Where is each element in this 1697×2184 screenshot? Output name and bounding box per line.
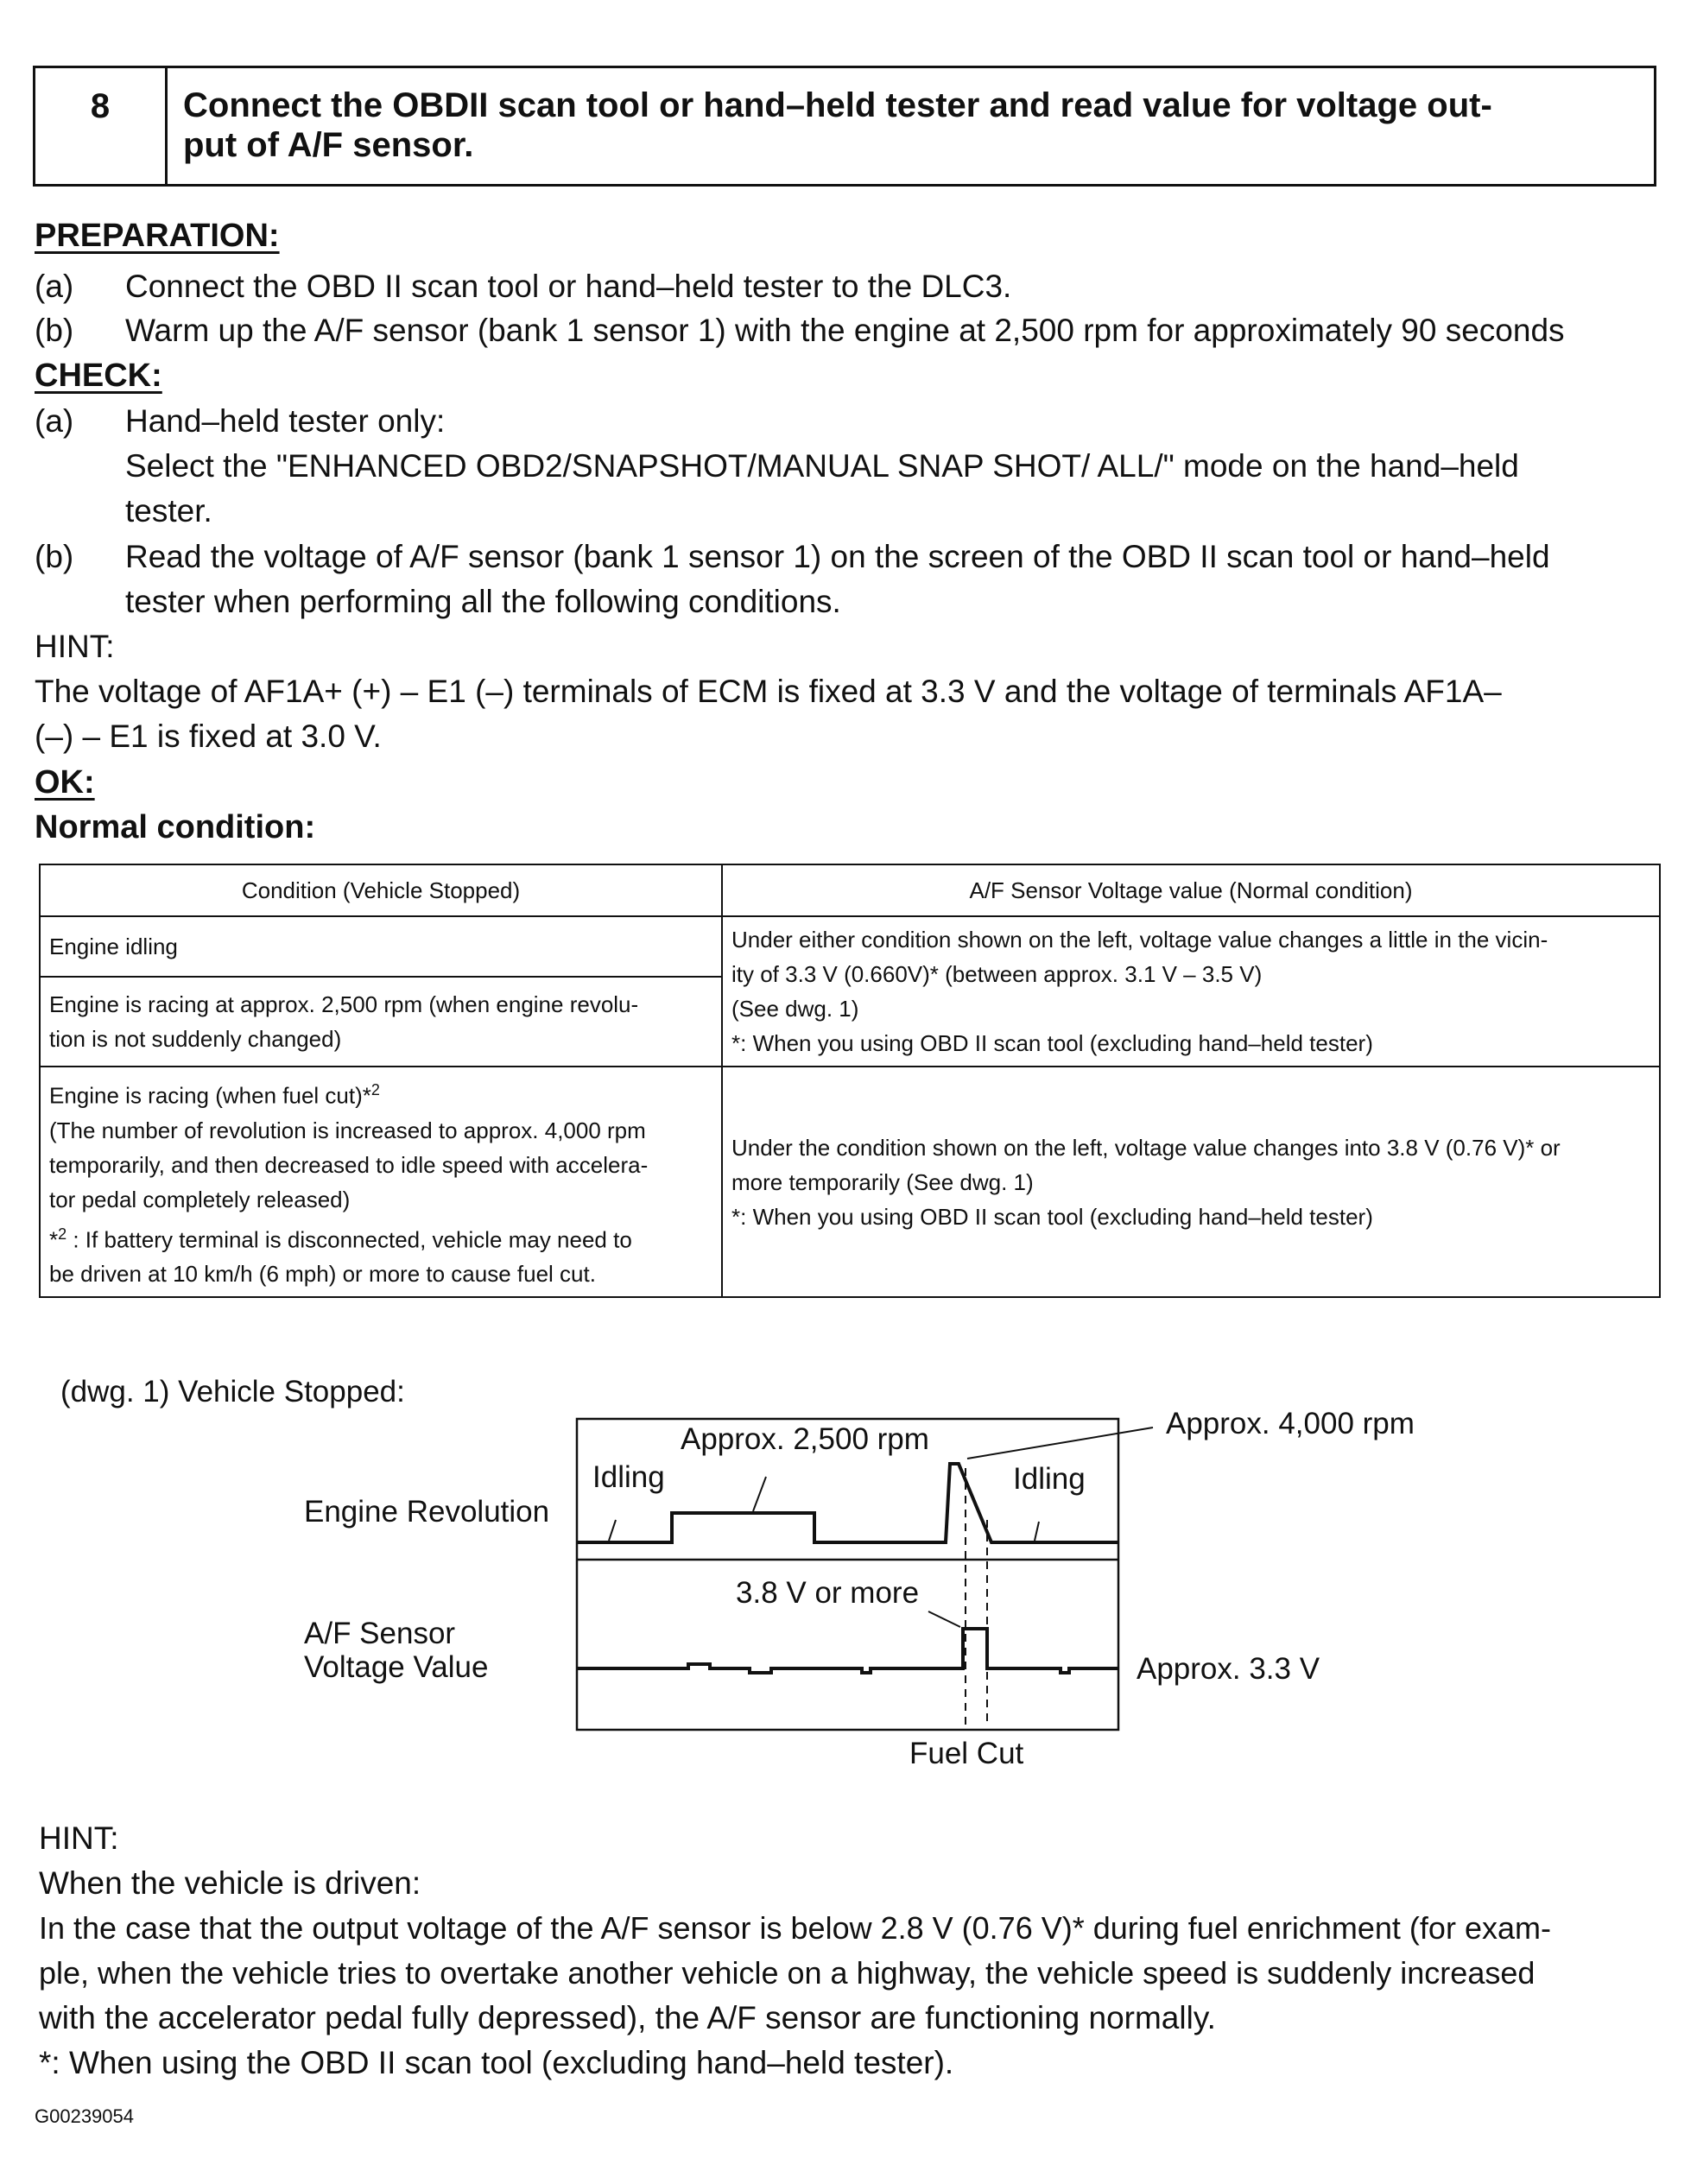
rows12-voltage-line4: *: When you using OBD II scan tool (excluding hand–held tester)	[731, 1030, 1373, 1056]
prep-a-text: Connect the OBD II scan tool or hand–held tester to the DLC3.	[125, 269, 1012, 304]
step-number: 8	[35, 68, 168, 184]
idling-right-leader	[1035, 1522, 1039, 1541]
v38-leader	[928, 1611, 960, 1627]
row3-condition	[40, 1067, 722, 1297]
label-engine-revolution: Engine Revolution	[304, 1495, 550, 1529]
approx-2500-leader	[753, 1477, 766, 1511]
label-af-sensor-2: Voltage Value	[304, 1650, 489, 1684]
prep-b-text: Warm up the A/F sensor (bank 1 sensor 1) with the engine at 2,500 rpm for approximately 90 seconds	[125, 313, 1565, 348]
row3-condition-line3: temporarily, and then decreased to idle speed with accelera-	[49, 1151, 649, 1178]
label-idling-left: Idling	[592, 1460, 665, 1494]
row2-condition	[40, 977, 722, 1067]
check-a-line3: tester.	[125, 493, 212, 529]
row3-condition-line1-text: Engine is racing (when fuel cut)*	[49, 1082, 371, 1109]
ok-label: OK:	[35, 764, 95, 801]
row3-condition-line5-star: *	[49, 1226, 59, 1253]
hint2-line5: *: When using the OBD II scan tool (excluding hand–held tester).	[39, 2045, 954, 2080]
row3-condition-line6: be driven at 10 km/h (6 mph) or more to cause fuel cut.	[49, 1261, 596, 1288]
step-header	[33, 66, 1656, 187]
step-title-line2: put of A/F sensor.	[183, 126, 474, 164]
row3-condition-line4: tor pedal completely released)	[49, 1186, 351, 1212]
row3-condition-line5-sup: 2	[58, 1225, 67, 1243]
label-fuel-cut: Fuel Cut	[909, 1737, 1024, 1770]
rows12-voltage-line1: Under either condition shown on the left, voltage value changes a little in the vicin-	[731, 927, 1548, 953]
hint2-line2: In the case that the output voltage of the A/F sensor is below 2.8 V (0.76 V)* during fuel enrichment (for exam-	[39, 1910, 1551, 1946]
rows12-voltage	[722, 916, 1660, 1067]
hint1-line1: The voltage of AF1A+ (+) – E1 (–) terminals of ECM is fixed at 3.3 V and the voltage of terminals AF1A–	[35, 674, 1502, 709]
table-row	[40, 916, 1660, 977]
hint2-label: HINT:	[39, 1820, 119, 1856]
row3-voltage	[722, 1067, 1660, 1297]
row3-voltage-line3: *: When you using OBD II scan tool (excluding hand–held tester)	[731, 1203, 1373, 1230]
normal-condition-table	[39, 864, 1661, 1298]
label-approx-4000: Approx. 4,000 rpm	[1166, 1407, 1415, 1440]
rows12-voltage-line3: (See dwg. 1)	[731, 996, 859, 1022]
prep-a-index: (a)	[35, 269, 74, 304]
row2-condition-line2: tion is not suddenly changed)	[49, 1026, 342, 1052]
check-label: CHECK:	[35, 358, 162, 394]
row3-condition-line2: (The number of revolution is increased to approx. 4,000 rpm	[49, 1117, 646, 1143]
row3-condition-line5-text: : If battery terminal is disconnected, vehicle may need to	[66, 1226, 632, 1253]
row3-voltage-line1: Under the condition shown on the left, voltage value changes into 3.8 V (0.76 V)* or	[731, 1134, 1561, 1161]
label-approx-2500: Approx. 2,500 rpm	[681, 1422, 929, 1456]
table-header-row	[40, 864, 1660, 916]
hint2-line1: When the vehicle is driven:	[39, 1865, 421, 1901]
step-title	[168, 68, 1654, 184]
dwg-caption: (dwg. 1) Vehicle Stopped:	[60, 1375, 405, 1409]
header-voltage: A/F Sensor Voltage value (Normal condition)	[722, 864, 1660, 916]
check-b-index: (b)	[35, 539, 74, 574]
row1-condition: Engine idling	[40, 916, 722, 977]
row3-condition-line5	[49, 1217, 712, 1257]
check-b-line1: Read the voltage of A/F sensor (bank 1 sensor 1) on the screen of the OBD II scan tool or hand–held	[125, 539, 1550, 574]
preparation-label: PREPARATION:	[35, 218, 280, 254]
rows12-voltage-line2: ity of 3.3 V (0.660V)* (between approx. 3.1 V – 3.5 V)	[731, 961, 1263, 987]
step-title-line1: Connect the OBDII scan tool or hand–held tester and read value for voltage out-	[183, 86, 1492, 124]
hint2-line3: ple, when the vehicle tries to overtake another vehicle on a highway, the vehicle speed is suddenly increased	[39, 1955, 1536, 1991]
approx-4000-leader	[967, 1428, 1153, 1459]
header-condition: Condition (Vehicle Stopped)	[40, 864, 722, 916]
hint1-label: HINT:	[35, 629, 115, 664]
row3-condition-line1	[49, 1073, 712, 1113]
idling-left-leader	[609, 1520, 616, 1541]
normal-condition-label: Normal condition:	[35, 809, 316, 845]
label-3-8v: 3.8 V or more	[736, 1576, 920, 1610]
hint1-line2: (–) – E1 is fixed at 3.0 V.	[35, 719, 382, 754]
row3-voltage-line2: more temporarily (See dwg. 1)	[731, 1168, 1034, 1195]
table-row	[40, 1067, 1660, 1297]
prep-b-index: (b)	[35, 313, 74, 348]
label-approx-3-3v: Approx. 3.3 V	[1137, 1652, 1320, 1686]
row3-condition-line1-sup: 2	[370, 1081, 380, 1098]
check-a-index: (a)	[35, 403, 74, 439]
figure-code: G00239054	[35, 2105, 134, 2127]
label-idling-right: Idling	[1013, 1462, 1086, 1496]
af-voltage-trace	[577, 1629, 1118, 1673]
check-b-line2: tester when performing all the following conditions.	[125, 584, 841, 619]
hint2-line4: with the accelerator pedal fully depressed), the A/F sensor are functioning normally.	[39, 2000, 1216, 2035]
check-a-line2: Select the "ENHANCED OBD2/SNAPSHOT/MANUAL SNAP SHOT/ ALL/" mode on the hand–held	[125, 448, 1519, 484]
label-af-sensor-1: A/F Sensor	[304, 1617, 456, 1650]
check-a-line1: Hand–held tester only:	[125, 403, 446, 439]
dwg-waveform	[0, 1382, 1697, 1779]
row2-condition-line1: Engine is racing at approx. 2,500 rpm (when engine revolu-	[49, 991, 639, 1017]
